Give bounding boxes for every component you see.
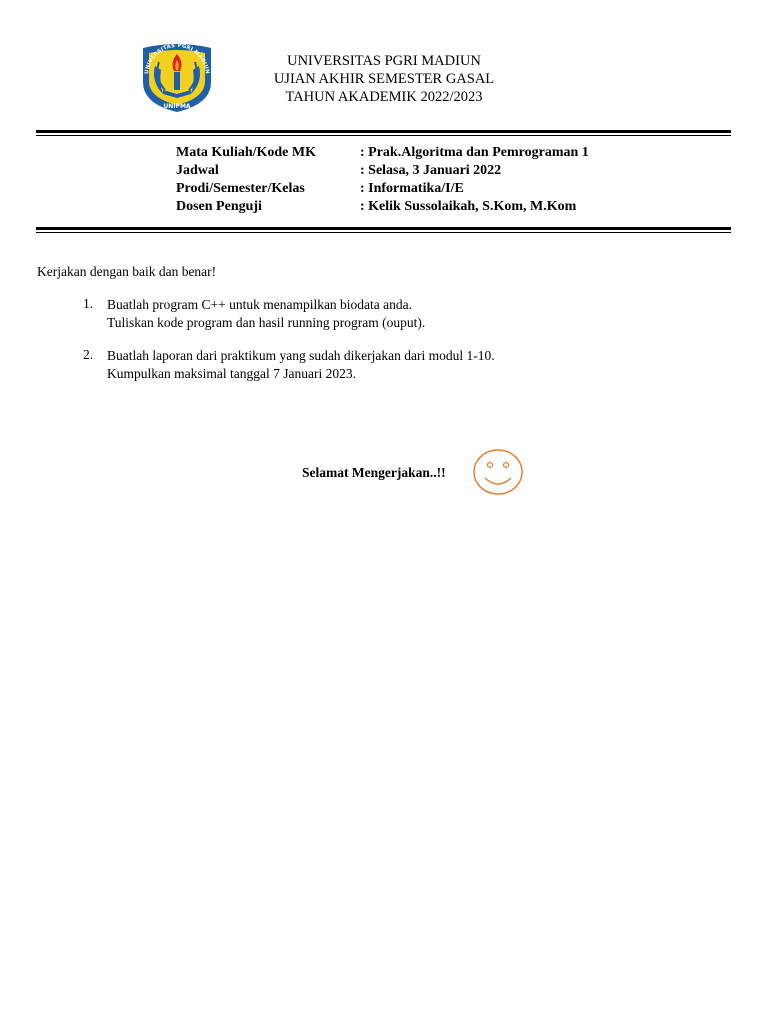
logo-banner-text: UNIPMA bbox=[163, 103, 191, 110]
info-value: : Informatika/I/E bbox=[360, 181, 464, 196]
header-rule-thick bbox=[36, 130, 731, 133]
instructions-intro: Kerjakan dengan baik dan benar! bbox=[37, 264, 217, 279]
item-line: Buatlah program C++ untuk menampilkan biodata anda. bbox=[107, 297, 413, 312]
info-label: Jadwal bbox=[176, 163, 219, 178]
logo-ring-text: UNIVERSITAS PGRI MADIUN bbox=[144, 42, 210, 75]
info-value: : Selasa, 3 Januari 2022 bbox=[360, 163, 502, 178]
info-label: Prodi/Semester/Kelas bbox=[176, 181, 305, 196]
info-label: Dosen Penguji bbox=[176, 199, 262, 214]
info-row-course bbox=[176, 144, 589, 162]
info-row-program bbox=[176, 180, 589, 198]
header-university: UNIVERSITAS PGRI MADIUN bbox=[287, 53, 481, 69]
item-number: 1. bbox=[83, 296, 94, 311]
info-label: Mata Kuliah/Kode MK bbox=[176, 145, 316, 160]
item-number: 2. bbox=[83, 347, 94, 362]
smiley-face-icon bbox=[472, 448, 524, 496]
course-info bbox=[176, 144, 589, 216]
info-value: : Prak.Algoritma dan Pemrograman 1 bbox=[360, 145, 589, 160]
item-line: Tuliskan kode program dan hasil running program (ouput). bbox=[107, 315, 426, 330]
header-academic-year: TAHUN AKADEMIK 2022/2023 bbox=[285, 89, 483, 105]
item-line: Buatlah laporan dari praktikum yang sudah dikerjakan dari modul 1-10. bbox=[107, 348, 495, 363]
item-line: Kumpulkan maksimal tanggal 7 Januari 2023. bbox=[107, 366, 356, 381]
info-row-schedule bbox=[176, 162, 589, 180]
info-value: : Kelik Sussolaikah, S.Kom, M.Kom bbox=[360, 199, 577, 214]
info-row-examiner bbox=[176, 198, 589, 216]
header-rule-thin bbox=[36, 135, 731, 136]
info-rule-thin bbox=[36, 232, 731, 233]
info-rule-thick bbox=[36, 227, 731, 230]
header-exam: UJIAN AKHIR SEMESTER GASAL bbox=[273, 71, 495, 87]
closing-message: Selamat Mengerjakan..!! bbox=[302, 465, 446, 480]
document-header bbox=[200, 52, 568, 106]
